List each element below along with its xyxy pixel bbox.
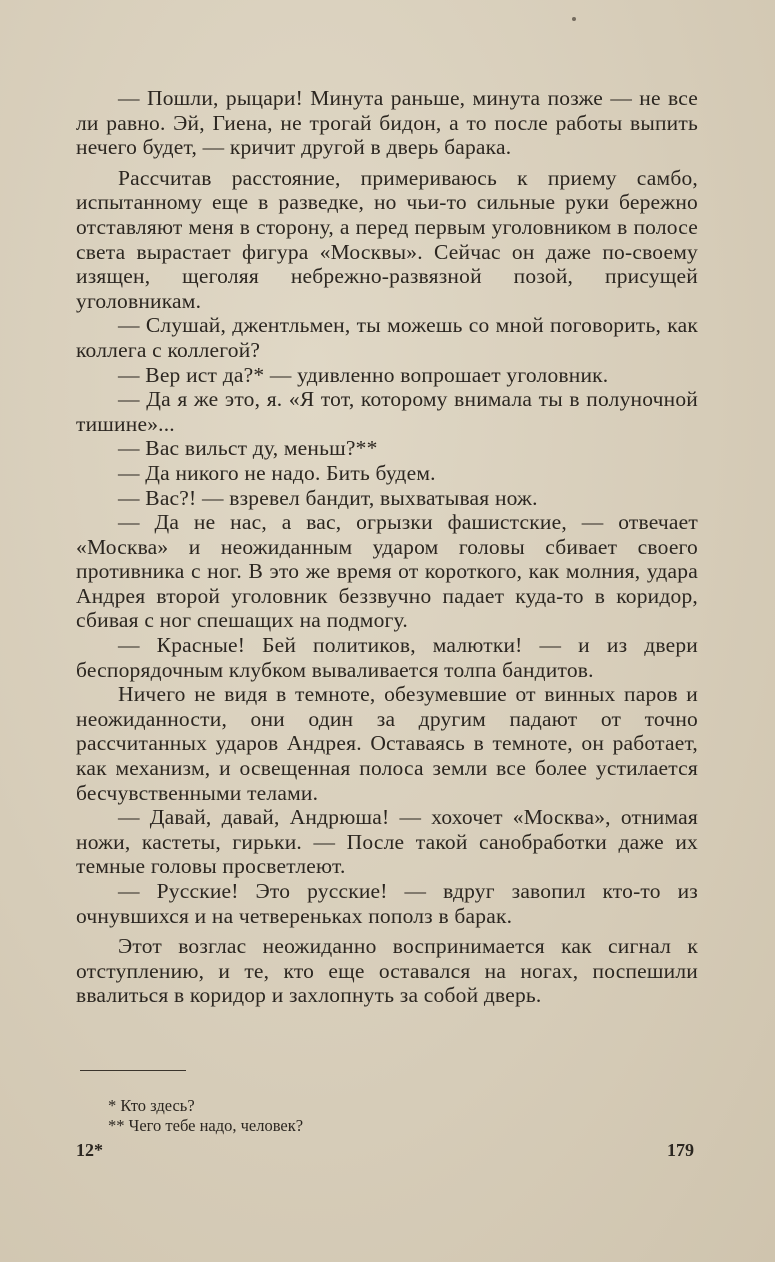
paragraph: Этот возглас неожиданно воспринимается как сигнал к отступлению, и те, кто еще оставался на ногах, поспешили ввалиться в коридор и захлопнуть за собой дверь. — [76, 934, 698, 1008]
paragraph: — Красные! Бей политиков, малютки! — и из двери беспорядочным клубком вываливается толпа бандитов. — [76, 633, 698, 682]
paragraph: — Вас вильст ду, меньш?** — [118, 436, 378, 461]
printer-signature: 12* — [76, 1140, 103, 1160]
paragraph: — Вер ист да?* — удивленно вопрошает уголовник. — [118, 362, 609, 387]
page-footer — [76, 1140, 698, 1164]
page-number: 179 — [667, 1140, 694, 1160]
footnotes — [108, 1096, 303, 1136]
footnote: * Кто здесь? — [108, 1096, 195, 1115]
footnote-divider — [80, 1070, 186, 1071]
paragraph: — Пошли, рыцари! Минута раньше, минута позже — не все ли равно. Эй, Гиена, не трогай бидон, а то после работы выпить нечего будет, — кричит другой в дверь барака. — [76, 86, 698, 160]
print-speck — [572, 17, 576, 21]
paragraph: — Да я же это, я. «Я тот, которому внимала ты в полуночной тишине»... — [76, 387, 698, 436]
footnote: ** Чего тебе надо, человек? — [108, 1116, 304, 1135]
main-text — [76, 86, 698, 1008]
paragraph: — Слушай, джентльмен, ты можешь со мной поговорить, как коллега с коллегой? — [76, 313, 698, 362]
paragraph: — Да не нас, а вас, огрызки фашистские, — отвечает «Москва» и неожиданным ударом головы сбивает своего противника с ног. В это же время от короткого, как молния, удара Андрея второй уголовник беззвучно падает куда-то в коридор, сбивая с ног спешащих на подмогу. — [76, 510, 698, 633]
paragraph: — Русские! Это русские! — вдруг завопил кто-то из очнувшихся и на четвереньках пополз в барак. — [76, 879, 698, 928]
paragraph: — Давай, давай, Андрюша! — хохочет «Москва», отнимая ножи, кастеты, гирьки. — После такой санобработки даже их темные головы просветлеют. — [76, 805, 698, 879]
paragraph: Ничего не видя в темноте, обезумевшие от винных паров и неожиданности, они один за другим падают от точно рассчитанных ударов Андрея. Оставаясь в темноте, он работает, как механизм, и освещенная полоса земли все более устилается бесчувственными телами. — [76, 682, 698, 805]
paragraph: Рассчитав расстояние, примериваюсь к приему самбо, испытанному еще в разведке, но чьи-то сильные руки бережно отставляют меня в сторону, а перед первым уголовником в полосе света вырастает фигура «Москвы». Сейчас он даже по-своему изящен, щеголяя небрежно-развязной позой, присущей уголовникам. — [76, 165, 698, 313]
paragraph: — Вас?! — взревел бандит, выхватывая нож. — [118, 485, 538, 510]
paragraph: — Да никого не надо. Бить будем. — [118, 460, 436, 485]
